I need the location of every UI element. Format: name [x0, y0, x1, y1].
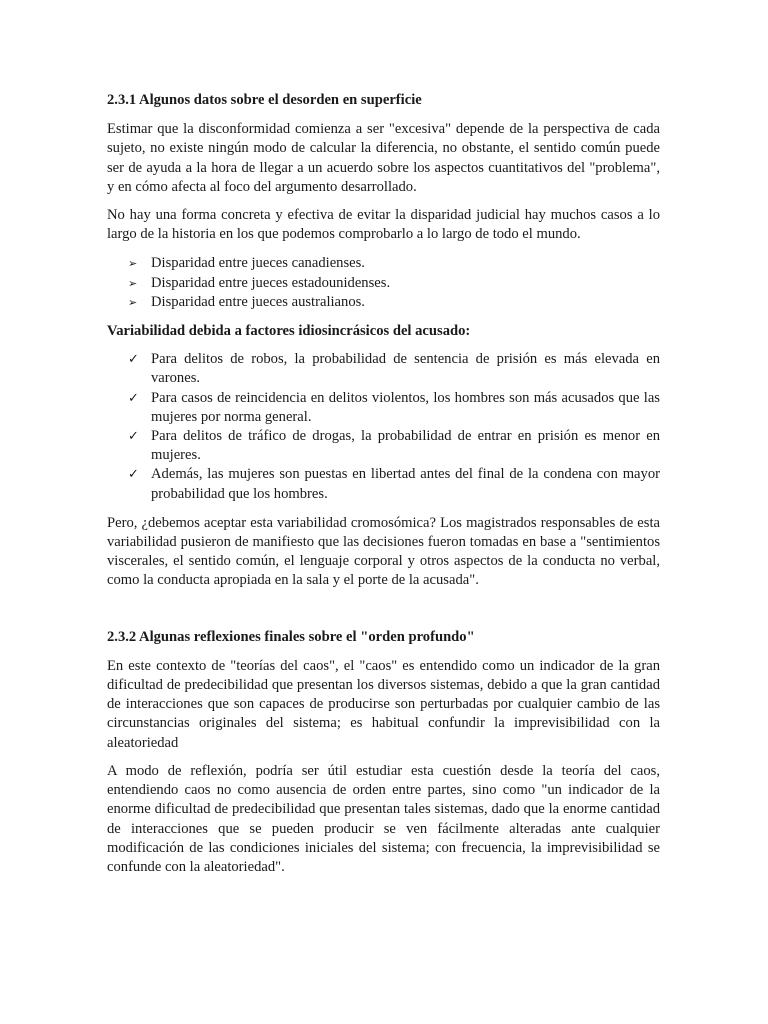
list-item: [107, 254, 660, 273]
checkmark-icon: ✓: [128, 390, 139, 406]
checkmark-icon: ✓: [128, 467, 139, 483]
list-item-text: Para delitos de robos, la probabilidad de sentencia de prisión es más elevada en varones.: [151, 351, 660, 387]
list-item: [107, 465, 660, 503]
paragraph: No hay una forma concreta y efectiva de evitar la disparidad judicial hay muchos casos a lo largo de la historia en los que podemos comprobarlo a lo largo de todo el mundo.: [107, 207, 660, 243]
list-item: [107, 293, 660, 312]
list-item-text: Disparidad entre jueces australianos.: [151, 293, 365, 310]
paragraph: Estimar que la disconformidad comienza a ser "excesiva" depende de la perspectiva de cada sujeto, no existe ningún modo de calcular la diferencia, no obstante, el sentido común puede ser de ayuda a la hora de llegar a un acuerdo sobre los aspectos cuantitativos del "problema", y en cómo afecta al foco del argumento desarrollado.: [107, 121, 660, 195]
arrow-bullet-icon: ➢: [128, 276, 138, 290]
arrow-bullet-icon: ➢: [128, 257, 138, 271]
list-item-text: Para casos de reincidencia en delitos violentos, los hombres son más acusados que las mujeres por norma general.: [151, 389, 660, 425]
list-item: [107, 274, 660, 293]
document-body: [107, 91, 660, 877]
subheading: Variabilidad debida a factores idiosincrásicos del acusado:: [107, 323, 471, 340]
checkmark-icon: ✓: [128, 429, 139, 445]
list-item: [107, 350, 660, 388]
paragraph: Pero, ¿debemos aceptar esta variabilidad cromosómica? Los magistrados responsables de esta variabilidad pusieron de manifiesto que las decisiones fueron tomadas en base a "sentimientos viscerales, el sentido común, el lenguaje corporal y otros aspectos de la conducta no verbal, como la conducta apropiada en la sala y el porte de la acusada".: [107, 514, 660, 589]
list-item-text: Disparidad entre jueces canadienses.: [151, 255, 365, 272]
list-item-text: Para delitos de tráfico de drogas, la probabilidad de entrar en prisión es menor en mujeres.: [151, 428, 660, 464]
checkmark-icon: ✓: [128, 352, 139, 368]
list-item-text: Además, las mujeres son puestas en libertad antes del final de la condena con mayor probabilidad que los hombres.: [151, 466, 660, 502]
arrow-bullet-icon: ➢: [128, 295, 138, 309]
arrow-bullet-list: [107, 254, 660, 312]
list-item: [107, 427, 660, 465]
list-item: [107, 389, 660, 427]
list-item-text: Disparidad entre jueces estadounidenses.: [151, 274, 391, 291]
paragraph: En este contexto de "teorías del caos", el "caos" es entendido como un indicador de la gran dificultad de predecibilidad que presentan los diversos sistemas, debido a que la gran cantidad de interacciones que son capaces de producirse son perturbadas por cualquier cambio de las circunstancias originales del sistema; es habitual confundir la imprevisibilidad con la aleatoriedad: [107, 657, 660, 751]
checkmark-list: [107, 350, 660, 504]
section-heading-2-3-2: 2.3.2 Algunas reflexiones finales sobre el "orden profundo": [107, 628, 475, 645]
section-heading-2-3-1: 2.3.1 Algunos datos sobre el desorden en superficie: [107, 92, 422, 108]
paragraph: A modo de reflexión, podría ser útil estudiar esta cuestión desde la teoría del caos, entendiendo caos no como ausencia de orden entre partes, sino como "un indicador de la enorme dificultad de predecibilidad que presentan tales sistemas, dado que la enorme cantidad de interacciones que se pueden producir se ven fácilmente alteradas ante cualquier modificación de las condiciones iniciales del sistema; con frecuencia, la imprevisibilidad se confunde con la aleatoriedad".: [107, 762, 660, 875]
